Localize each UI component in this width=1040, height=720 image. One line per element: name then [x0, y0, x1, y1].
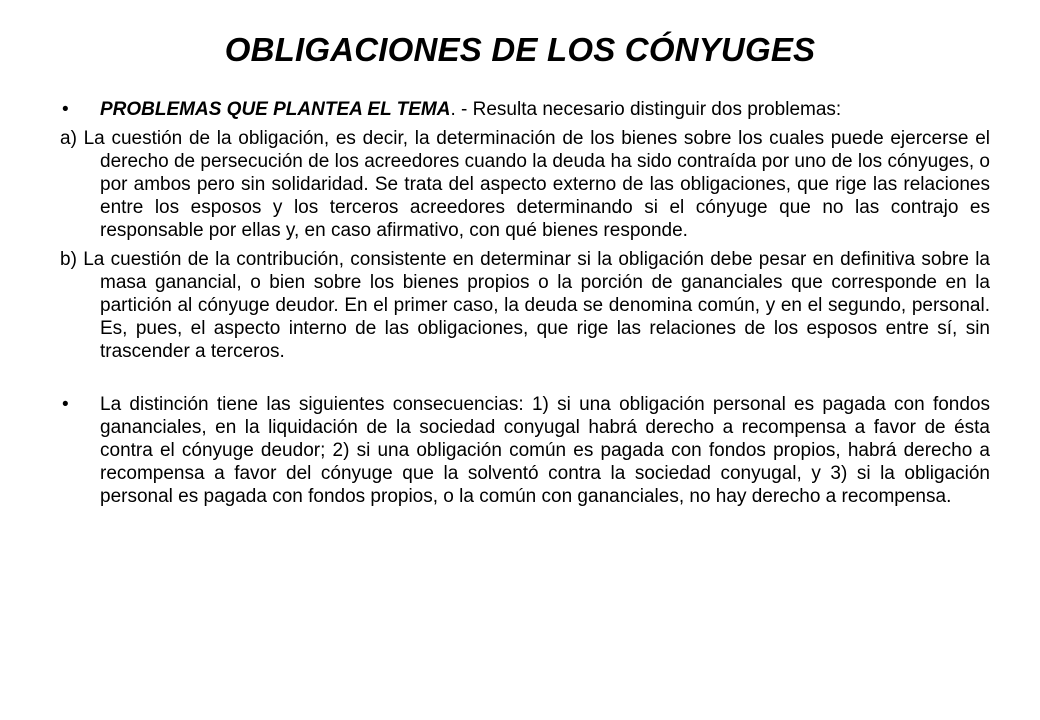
- bullet-icon: •: [62, 394, 69, 415]
- bullet-consequences: [60, 393, 990, 508]
- slide-content: [60, 98, 990, 508]
- paragraph-b: b) La cuestión de la contribución, consistente en determinar si la obligación debe pesar en definitiva sobre la masa ganancial, o bien sobre los bienes propios o la porción de gananciales que corresponde en la partición al cónyuge deudor. En el primer caso, la deuda se denomina común, y en el segundo, personal. Es, pues, el aspecto interno de las obligaciones, que rige las relaciones de los esposos entre sí, sin trascender a terceros.: [60, 249, 990, 362]
- bullet-problems: [60, 98, 990, 121]
- bullet-consequences-text: La distinción tiene las siguientes consecuencias: 1) si una obligación personal es pagada con fondos gananciales, en la liquidación de la sociedad conyugal habrá derecho a recompensa a favor de ésta contra el cónyuge deudor; 2) si una obligación común es pagada con fondos propios, habrá derecho a recompensa a favor del cónyuge que la solventó contra la sociedad conyugal, y 3) si la obligación personal es pagada con fondos propios, o la común con gananciales, no hay derecho a recompensa.: [100, 394, 990, 507]
- bullet-heading: PROBLEMAS QUE PLANTEA EL TEMA: [100, 99, 451, 120]
- paragraph-a: a) La cuestión de la obligación, es decir, la determinación de los bienes sobre los cuales puede ejercerse el derecho de persecución de los acreedores cuando la deuda ha sido contraída por uno de los cónyuges, o por ambos pero sin solidaridad. Se trata del aspecto externo de las obligaciones, que rige las relaciones entre los esposos y los terceros acreedores determinando si el cónyuge que no las contrajo es responsable por ellas y, en caso afirmativo, con qué bienes responde.: [60, 128, 990, 241]
- slide-title: OBLIGACIONES DE LOS CÓNYUGES: [224, 31, 816, 68]
- bullet-icon: •: [62, 99, 69, 120]
- bullet-text: . - Resulta necesario distinguir dos problemas:: [450, 99, 842, 120]
